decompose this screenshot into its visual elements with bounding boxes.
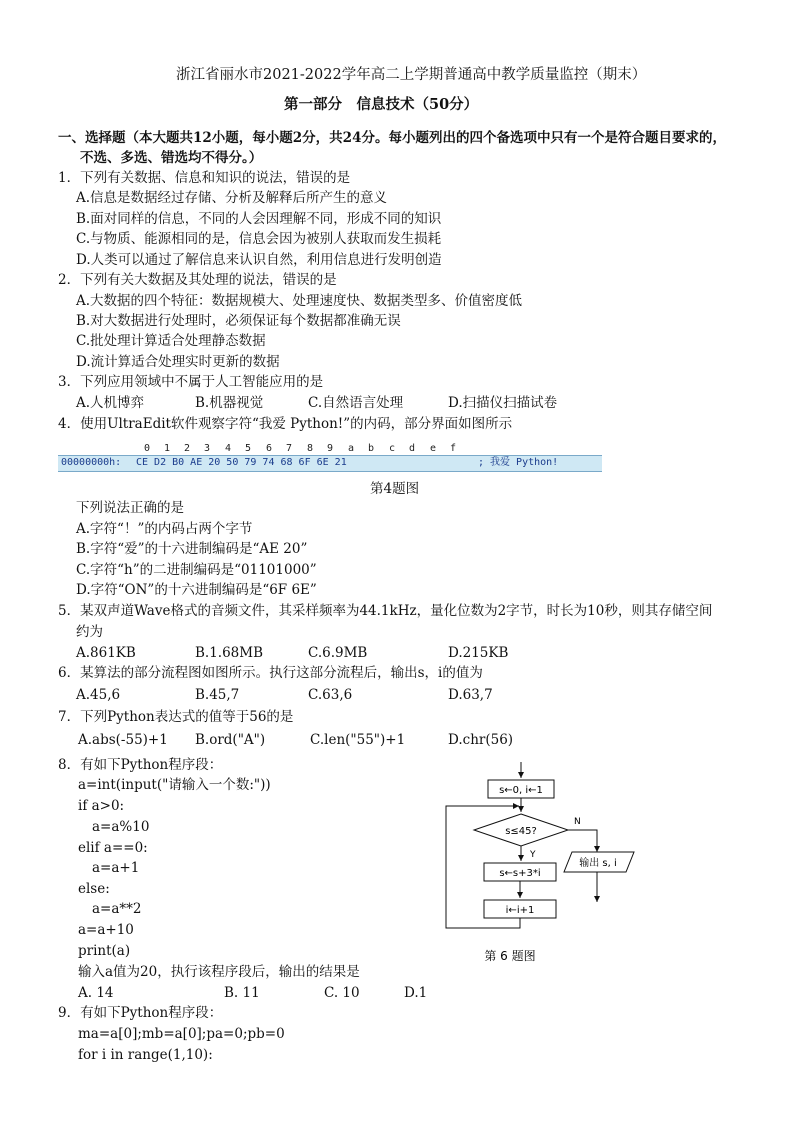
q2-option-c: C.批处理计算适合处理静态数据 (76, 333, 266, 349)
code-line: print(a) (78, 943, 131, 959)
flowchart-caption: 第 6 题图 (484, 949, 536, 963)
section-subtitle: 第一部分 信息技术（50分） (284, 96, 479, 113)
hex-col: a (348, 443, 355, 454)
q2-option-b: B.对大数据进行处理时，必须保证每个数据都准确无误 (76, 313, 401, 329)
q1-stem: 1．下列有关数据、信息和知识的说法，错误的是 (58, 170, 351, 186)
q8-option-b: B. 11 (224, 985, 260, 1001)
q5-option-b: B.1.68MB (195, 645, 264, 661)
q8-option-a: A. 14 (78, 985, 114, 1001)
code-line: else: (78, 881, 110, 897)
hex-col: 5 (245, 443, 252, 454)
code-line: a=a+1 (92, 860, 140, 876)
hex-col: 9 (327, 443, 334, 454)
hex-col: 1 (164, 443, 171, 454)
hex-col: 6 (266, 443, 273, 454)
hex-column-header (58, 443, 602, 454)
flow-output-text: 输出 s, i (579, 858, 617, 869)
flowchart-figure (440, 760, 650, 970)
flow-init-text: s←0, i←1 (499, 785, 543, 796)
section-instructions-line1: 一、选择题（本大题共12小题，每小题2分，共24分。每小题列出的四个备选项中只有一个是符合题目要求的， (58, 130, 726, 146)
code-line: if a>0: (78, 798, 125, 814)
q5-option-a: A.861KB (76, 645, 136, 661)
q5-option-c: C.6.9MB (308, 645, 368, 661)
hex-offset: 00000000h: (61, 457, 122, 468)
q2-option-d: D.流计算适合处理实时更新的数据 (76, 354, 280, 370)
q5-option-d: D.215KB (448, 645, 509, 661)
q4-figure-caption: 第4题图 (370, 481, 420, 497)
q6-option-b: B.45,7 (195, 687, 240, 703)
hex-editor-view (58, 443, 602, 470)
q3-option-b: B.机器视觉 (195, 395, 264, 411)
hex-col: c (389, 443, 396, 454)
q5-stem: 5．某双声道Wave格式的音频文件，其采样频率为44.1kHz，量化位数为2字节，时长为10秒，则其存储空间 (58, 603, 713, 619)
q3-option-d: D.扫描仪扫描试卷 (448, 395, 558, 411)
q4-prompt: 下列说法正确的是 (76, 500, 184, 516)
code-line: a=a+10 (78, 922, 134, 938)
q3-option-a: A.人机博弈 (76, 395, 145, 411)
q5-stem-cont: 约为 (76, 624, 103, 640)
code-line: a=int(input("请输入一个数:")) (78, 777, 271, 793)
flow-yes-label: Y (530, 850, 536, 860)
code-line: for i in range(1,10): (78, 1047, 213, 1063)
q1-option-a: A.信息是数据经过存储、分析及解释后所产生的意义 (76, 190, 388, 206)
hex-col: 0 (144, 443, 151, 454)
hex-text: ; 我爱 Python! (478, 457, 559, 468)
q1-option-c: C.与物质、能源相同的是，信息会因为被别人获取而发生损耗 (76, 231, 442, 247)
q8-option-c: C. 10 (324, 985, 360, 1001)
q8-prompt: 输入a值为20，执行该程序段后，输出的结果是 (78, 964, 360, 980)
q8-stem: 8．有如下Python程序段： (58, 757, 223, 773)
q3-option-c: C.自然语言处理 (308, 395, 404, 411)
hex-col: 4 (225, 443, 232, 454)
q2-stem: 2．下列有关大数据及其处理的说法，错误的是 (58, 272, 337, 288)
hex-col: 7 (286, 443, 293, 454)
q3-stem: 3．下列应用领域中不属于人工智能应用的是 (58, 374, 324, 390)
hex-col: b (368, 443, 375, 454)
code-line: a=a**2 (92, 901, 142, 917)
q7-option-b: B.ord("A") (195, 732, 266, 748)
hex-col: d (409, 443, 416, 454)
hex-col: f (450, 443, 457, 454)
flow-step2-text: i←i+1 (505, 905, 535, 916)
q7-option-c: C.len("55")+1 (310, 732, 406, 748)
q4-option-c: C.字符“h”的二进制编码是“01101000” (76, 562, 317, 578)
hex-col: 8 (307, 443, 314, 454)
q7-stem: 7．下列Python表达式的值等于56的是 (58, 709, 294, 725)
hex-data-row (58, 455, 602, 472)
flow-decision-text: s≤45? (505, 826, 537, 837)
q4-option-d: D.字符“ON”的十六进制编码是“6F 6E” (76, 582, 317, 598)
flow-arrow-no (568, 830, 597, 852)
exam-title: 浙江省丽水市2021-2022学年高二上学期普通高中教学质量监控（期末） (176, 67, 647, 83)
q8-option-d: D.1 (404, 985, 428, 1001)
flowchart-svg (440, 760, 650, 970)
hex-col: e (430, 443, 437, 454)
hex-col: 3 (204, 443, 211, 454)
section-instructions-line2: 不选、多选、错选均不得分。） (80, 150, 263, 166)
q6-option-c: C.63,6 (308, 687, 353, 703)
q2-option-a: A.大数据的四个特征：数据规模大、处理速度快、数据类型多、价值密度低 (76, 293, 523, 309)
q9-stem: 9．有如下Python程序段： (58, 1005, 223, 1021)
q6-option-d: D.63,7 (448, 687, 493, 703)
q1-option-b: B.面对同样的信息，不同的人会因理解不同，形成不同的知识 (76, 211, 442, 227)
q4-option-a: A.字符“！”的内码占两个字节 (76, 521, 253, 537)
q6-option-a: A.45,6 (76, 687, 121, 703)
code-line: elif a==0: (78, 840, 148, 856)
hex-bytes: CE D2 B0 AE 20 50 79 74 68 6F 6E 21 (136, 457, 347, 468)
code-line: a=a%10 (92, 819, 150, 835)
q4-option-b: B.字符“爱”的十六进制编码是“AE 20” (76, 541, 308, 557)
q7-option-a: A.abs(-55)+1 (78, 732, 168, 748)
q1-option-d: D.人类可以通过了解信息来认识自然，利用信息进行发明创造 (76, 252, 442, 268)
flow-no-label: N (574, 817, 581, 827)
q4-stem: 4．使用UltraEdit软件观察字符“我爱 Python!”的内码，部分界面如图所示 (58, 416, 513, 432)
flow-step1-text: s←s+3*i (499, 868, 541, 879)
hex-col: 2 (184, 443, 191, 454)
q6-stem: 6．某算法的部分流程图如图所示。执行这部分流程后，输出s，i的值为 (58, 665, 483, 681)
code-line: ma=a[0];mb=a[0];pa=0;pb=0 (78, 1026, 285, 1042)
q7-option-d: D.chr(56) (448, 732, 514, 748)
